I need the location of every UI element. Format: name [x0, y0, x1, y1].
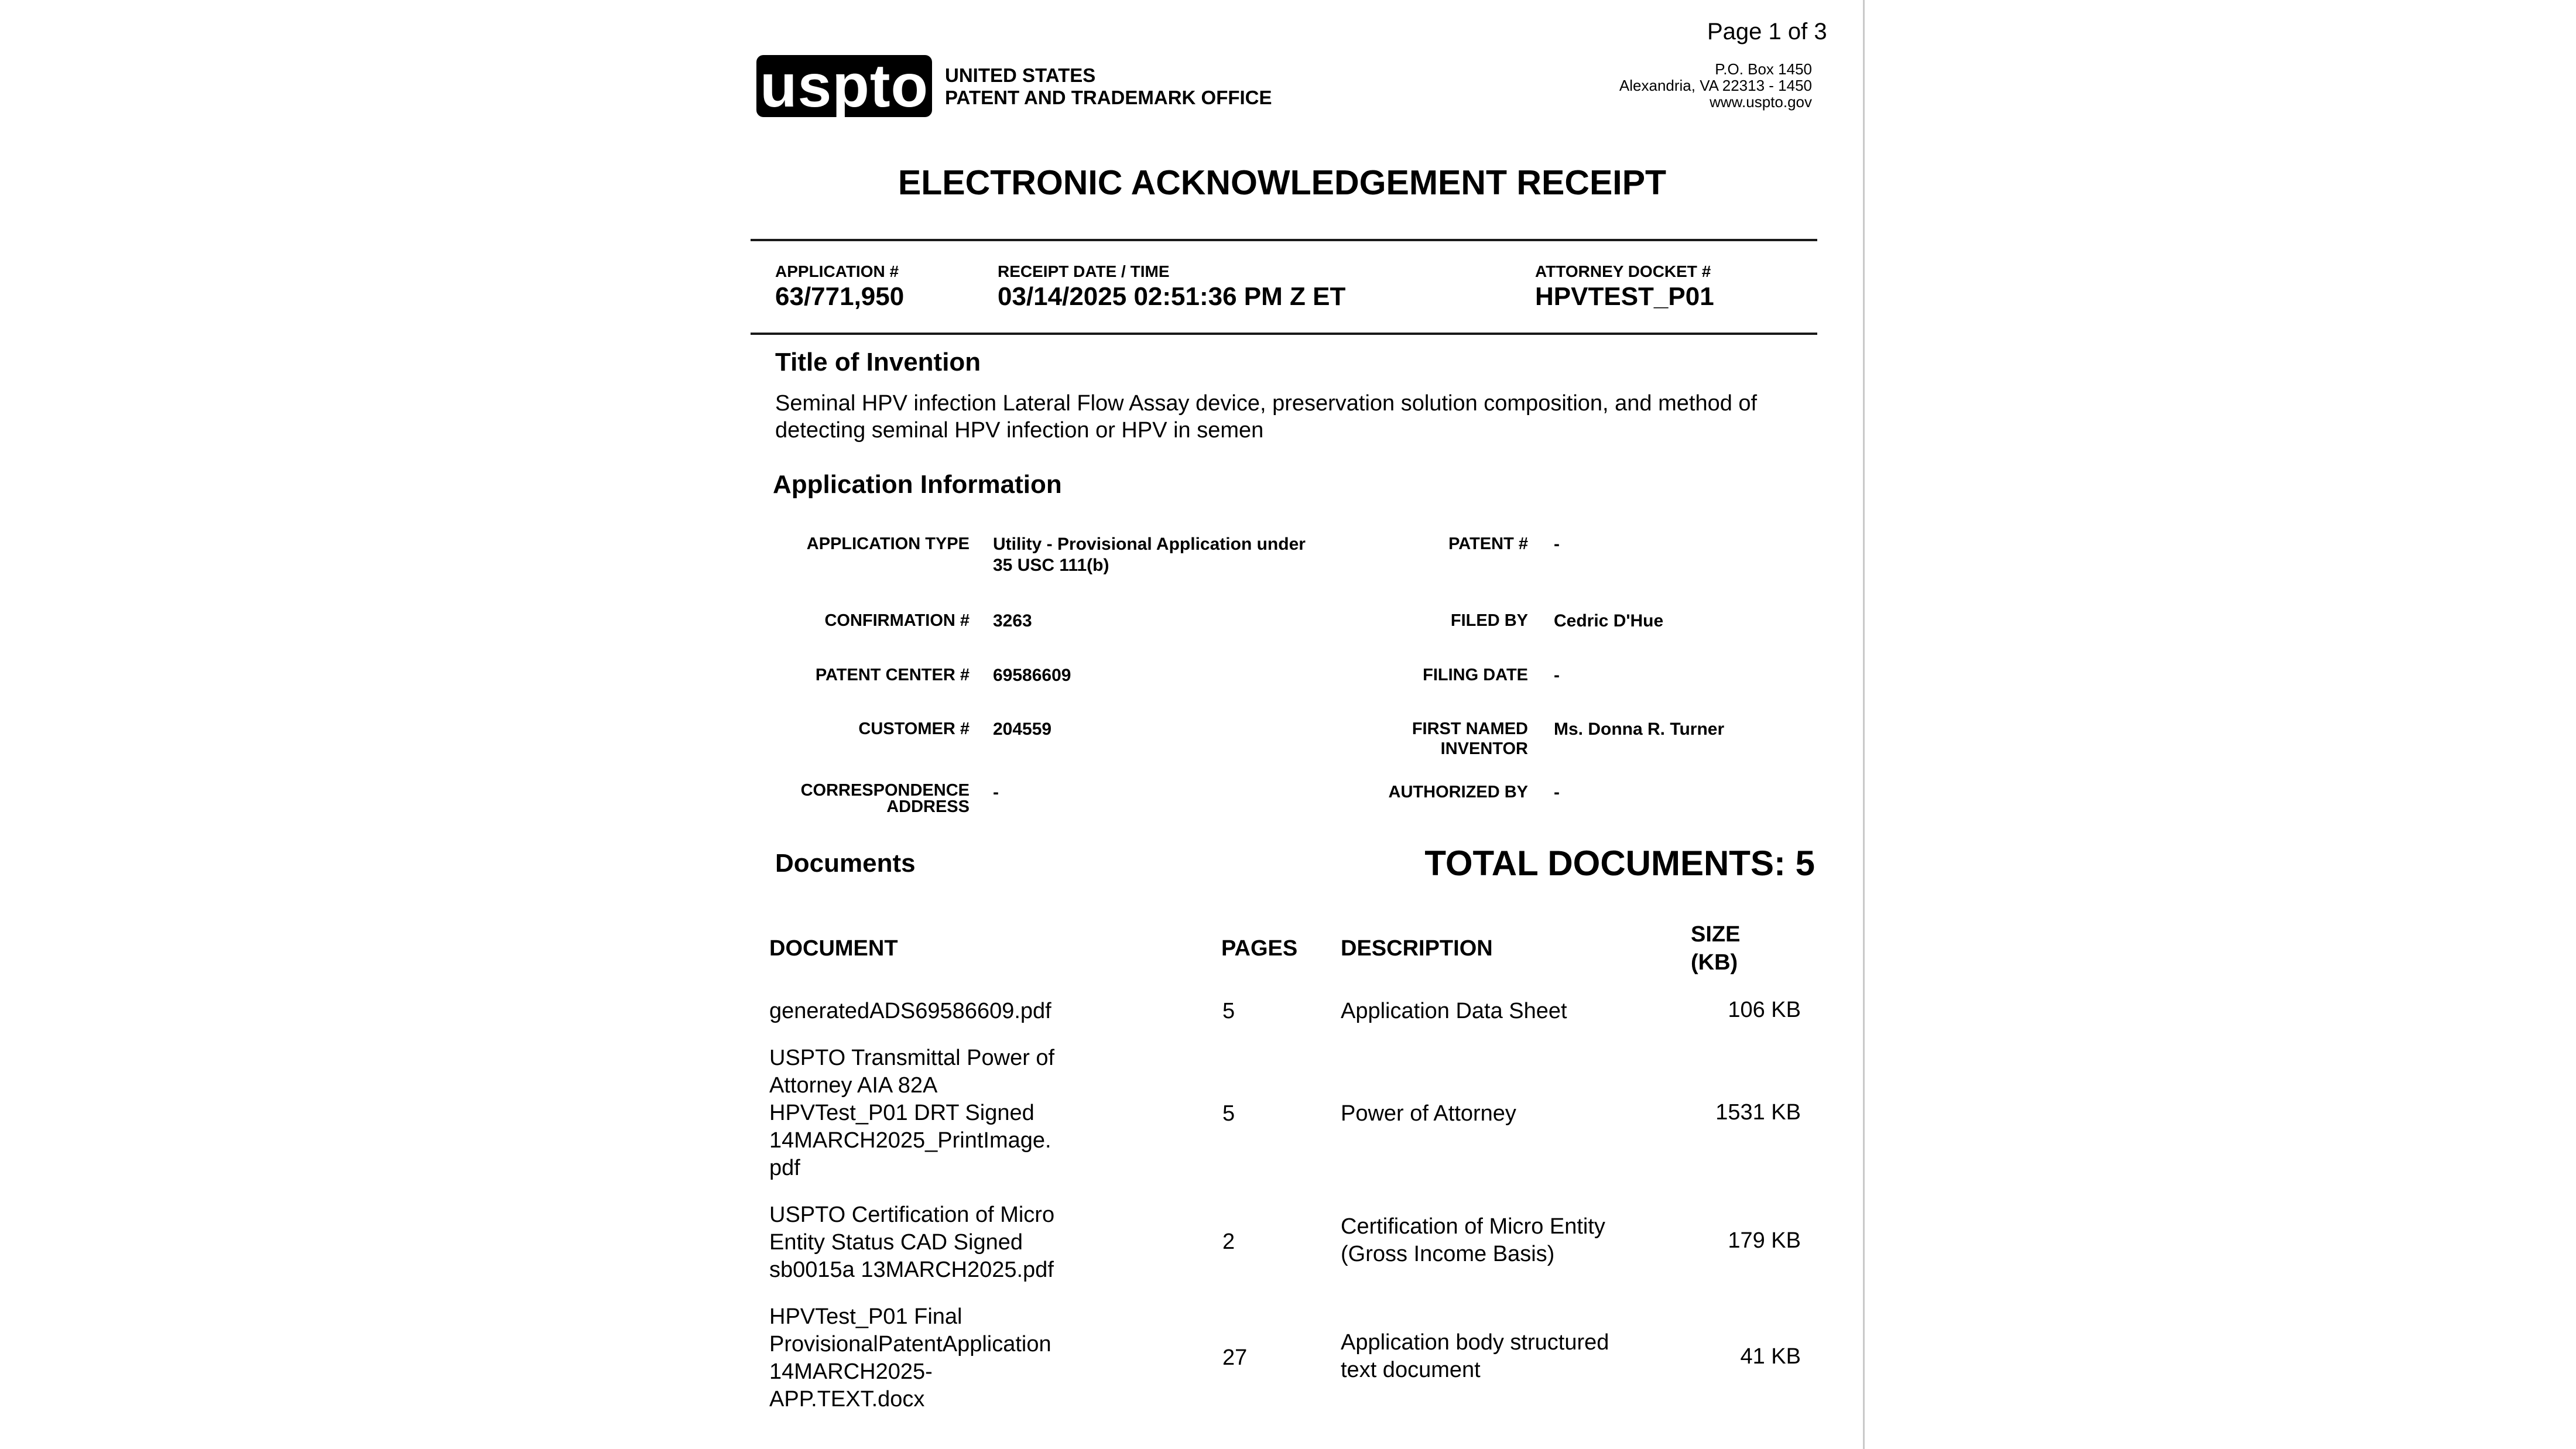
receipt-datetime-value: 03/14/2025 02:51:36 PM Z ET [998, 282, 1346, 311]
document-description [1341, 1213, 1605, 1268]
first-named-inventor-label-line-2: INVENTOR [1440, 739, 1528, 758]
document-name-line: 14MARCH2025- [769, 1359, 933, 1384]
document-description [1341, 1329, 1609, 1384]
title-of-invention-heading: Title of Invention [775, 348, 981, 376]
document-name-line: Entity Status CAD Signed [769, 1230, 1023, 1255]
patent-number-value: - [1554, 535, 1560, 554]
customer-number-value: 204559 [993, 720, 1052, 739]
office-line-2: PATENT AND TRADEMARK OFFICE [945, 87, 1272, 108]
page-indicator: Page 1 of 3 [1707, 19, 1827, 44]
document-name-line: 14MARCH2025_PrintImage. [769, 1128, 1051, 1153]
address-line-1: P.O. Box 1450 [1715, 60, 1812, 78]
correspondence-label-line-1: CORRESPONDENCE [800, 781, 970, 800]
document-description-line: Application body structured [1341, 1330, 1609, 1355]
document-size: 106 KB [1728, 998, 1801, 1022]
document-description-line: Application Data Sheet [1341, 999, 1567, 1023]
document-description-line: Power of Attorney [1341, 1101, 1516, 1126]
document-name-line: Attorney AIA 82A [769, 1073, 938, 1098]
document-name-line: ProvisionalPatentApplication [769, 1332, 1051, 1356]
application-type-line-1: Utility - Provisional Application under [993, 535, 1306, 554]
document-size: 179 KB [1728, 1228, 1801, 1253]
correspondence-address-label [747, 782, 970, 815]
document-size: 41 KB [1740, 1344, 1801, 1369]
uspto-logo: uspto [756, 55, 932, 117]
document-description-line: text document [1341, 1358, 1481, 1382]
filed-by-label: FILED BY [1450, 611, 1528, 630]
title-of-invention-text [775, 390, 1757, 444]
application-type-label: APPLICATION TYPE [806, 535, 970, 553]
application-type-line-2: 35 USC 111(b) [993, 556, 1109, 575]
document-description [1341, 998, 1567, 1025]
receipt-title: ELECTRONIC ACKNOWLEDGEMENT RECEIPT [898, 163, 1667, 202]
column-header-document: DOCUMENT [769, 936, 898, 961]
document-name-line: HPVTest_P01 Final [769, 1304, 962, 1329]
patent-center-value: 69586609 [993, 666, 1071, 685]
document-description-line: (Gross Income Basis) [1341, 1242, 1555, 1266]
correspondence-address-value: - [993, 783, 999, 802]
column-header-description: DESCRIPTION [1341, 936, 1493, 961]
column-header-size-line-1: SIZE [1691, 922, 1741, 947]
document-description-line: Certification of Micro Entity [1341, 1214, 1605, 1239]
receipt-datetime-label: RECEIPT DATE / TIME [998, 262, 1170, 280]
address-line-2: Alexandria, VA 22313 - 1450 [1619, 77, 1812, 94]
office-name [945, 64, 1272, 109]
document-name [769, 1201, 1054, 1284]
document-pages: 5 [1222, 1101, 1235, 1126]
correspondence-label-line-2: ADDRESS [886, 797, 970, 816]
document-name-line: sb0015a 13MARCH2025.pdf [769, 1258, 1054, 1282]
first-named-inventor-value: Ms. Donna R. Turner [1554, 720, 1725, 739]
authorized-by-label: AUTHORIZED BY [1388, 783, 1528, 801]
authorized-by-value: - [1554, 783, 1560, 802]
first-named-inventor-label [1306, 719, 1528, 759]
document-name-line: APP.TEXT.docx [769, 1387, 925, 1412]
attorney-docket-value: HPVTEST_P01 [1535, 282, 1714, 311]
total-documents: TOTAL DOCUMENTS: 5 [1424, 844, 1815, 883]
attorney-docket-label: ATTORNEY DOCKET # [1535, 262, 1711, 280]
document-pages: 27 [1222, 1345, 1248, 1370]
office-line-1: UNITED STATES [945, 64, 1096, 86]
divider-top [751, 239, 1817, 241]
document-name-line: USPTO Certification of Micro [769, 1203, 1055, 1227]
documents-heading: Documents [775, 849, 916, 878]
column-header-size-line-2: (KB) [1691, 950, 1738, 975]
document-pages: 2 [1222, 1229, 1235, 1254]
document-name [769, 1303, 1051, 1413]
document-name [769, 998, 1051, 1025]
patent-center-label: PATENT CENTER # [815, 666, 970, 684]
first-named-inventor-label-line-1: FIRST NAMED [1412, 720, 1528, 738]
patent-number-label: PATENT # [1448, 535, 1528, 553]
document-name-line: generatedADS69586609.pdf [769, 999, 1051, 1023]
filing-date-label: FILING DATE [1423, 666, 1528, 684]
document-name-line: USPTO Transmittal Power of [769, 1046, 1055, 1070]
document-name [769, 1044, 1054, 1182]
filing-date-value: - [1554, 666, 1560, 685]
office-address [1522, 61, 1812, 110]
address-line-3: www.uspto.gov [1710, 93, 1812, 111]
invention-line-1: Seminal HPV infection Lateral Flow Assay device, preservation solution composition, and method of [775, 391, 1758, 416]
document-pages: 5 [1222, 999, 1235, 1023]
viewer-page-edge [1863, 0, 1865, 1449]
document-name-line: pdf [769, 1156, 800, 1180]
application-number-value: 63/771,950 [775, 282, 905, 311]
document-size: 1531 KB [1715, 1100, 1801, 1125]
document-description [1341, 1100, 1516, 1128]
filed-by-value: Cedric D'Hue [1554, 611, 1664, 631]
document-name-line: HPVTest_P01 DRT Signed [769, 1101, 1034, 1125]
divider-header [751, 333, 1817, 335]
confirmation-number-value: 3263 [993, 611, 1032, 631]
application-type-value [993, 534, 1306, 576]
column-header-size [1691, 920, 1740, 977]
application-information-heading: Application Information [773, 470, 1062, 499]
application-number-label: APPLICATION # [775, 262, 899, 280]
customer-number-label: CUSTOMER # [858, 720, 970, 738]
column-header-pages: PAGES [1221, 936, 1298, 961]
invention-line-2: detecting seminal HPV infection or HPV in semen [775, 418, 1264, 443]
confirmation-number-label: CONFIRMATION # [824, 611, 970, 630]
